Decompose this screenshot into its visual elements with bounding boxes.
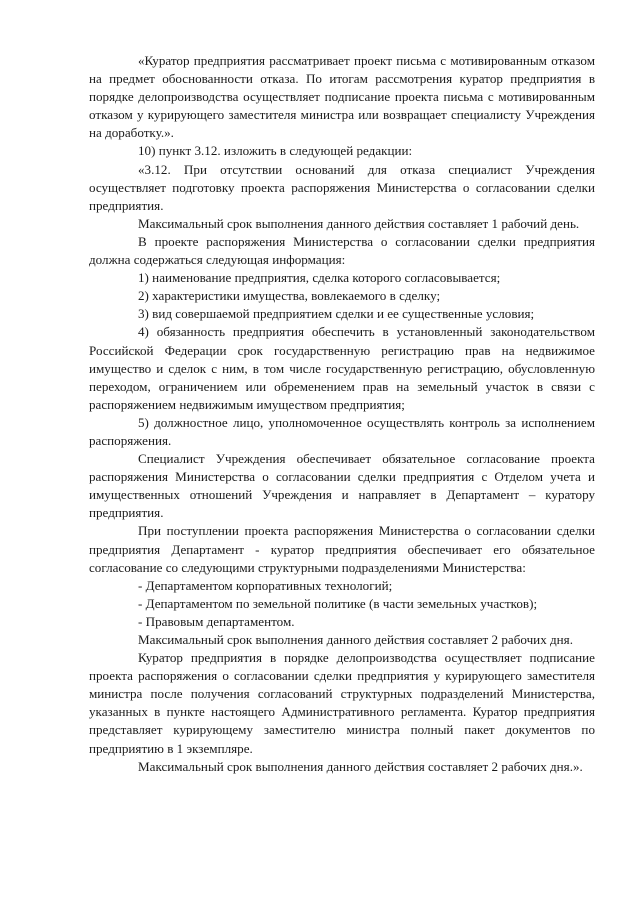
paragraph-clause-3-12: «3.12. При отсутствии оснований для отказа специалист Учреждения осуществляет подготовку проекта распоряжения Министерства о согласовании сделки предприятия. [89, 161, 595, 213]
paragraph-deadline-2-days: Максимальный срок выполнения данного действия составляет 2 рабочих дня. [138, 632, 573, 647]
list-item-1: 1) наименование предприятия, сделка которого согласовывается; [138, 270, 501, 286]
paragraph-curator-review: «Куратор предприятия рассматривает проект письма с мотивированным отказом на предмет обоснованности отказа. По итогам рассмотрения куратор предприятия в порядке делопроизводства осуществляет подписание проекта письма с мотивированным отказом у курирующего заместителя министра или возвращает специалисту Учреждения на доработку.». [89, 53, 595, 141]
paragraph-specialist-approval: Специалист Учреждения обеспечивает обязательное согласование проекта распоряжения Министерства о согласовании сделки предприятия с Отделом учета и имущественных отношений Учреждения и направляет в Департамент – куратору предприятия. [89, 451, 595, 521]
list-item-legal: - Правовым департаментом. [138, 613, 295, 629]
list-item-2: 2) характеристики имущества, вовлекаемого в сделку; [138, 288, 441, 304]
list-item-land-policy: - Департаментом по земельной политике (в части земельных участков); [138, 595, 538, 611]
paragraph-item-10: 10) пункт 3.12. изложить в следующей редакции: [138, 143, 413, 159]
document-page [89, 52, 595, 776]
paragraph-deadline-2-days-final: Максимальный срок выполнения данного действия составляет 2 рабочих дня.». [138, 758, 583, 774]
paragraph-department-approval: При поступлении проекта распоряжения Министерства о согласовании сделки предприятия Департамент - куратор предприятия обеспечивает его обязательное согласование со следующими структурными подразделениями Министерства: [89, 523, 595, 575]
list-item-corporate-tech: - Департаментом корпоративных технологий; [138, 577, 393, 593]
paragraph-order-content: В проекте распоряжения Министерства о согласовании сделки предприятия должна содержаться следующая информация: [89, 233, 595, 268]
paragraph-curator-signing: Куратор предприятия в порядке делопроизводства осуществляет подписание проекта распоряжения о согласовании сделки предприятия у курирующего заместителя министра после получения согласований структурных подразделений Министерства, указанных в пункте настоящего Административного регламента. Куратор предприятия представляет курирующему заместителю министра полный пакет документов по предприятию в 1 экземпляре. [89, 650, 595, 756]
list-item-5: 5) должностное лицо, уполномоченное осуществлять контроль за исполнением распоряжения. [89, 414, 595, 448]
list-item-3: 3) вид совершаемой предприятием сделки и ее существенные условия; [138, 306, 535, 322]
list-item-4: 4) обязанность предприятия обеспечить в установленный законодательством Российской Федерации срок государственную регистрацию прав на недвижимое имущество и сделок с ним, в том числе государственную регистрацию, обусловленную переходом, ограничением или обременением прав на земельный участок в связи с распоряжением недвижимым имуществом предприятия; [89, 324, 595, 412]
paragraph-deadline-1-day: Максимальный срок выполнения данного действия составляет 1 рабочий день. [138, 215, 580, 231]
